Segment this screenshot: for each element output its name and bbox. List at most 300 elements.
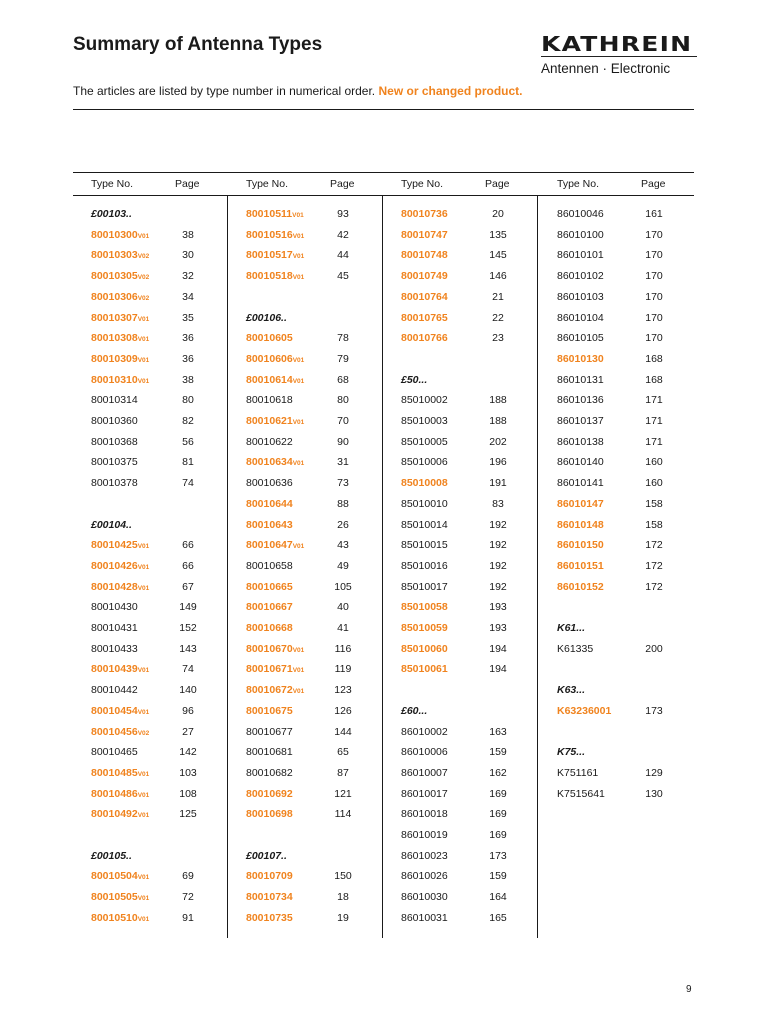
table-row <box>539 349 694 370</box>
page-number: 9 <box>686 984 692 995</box>
page-ref: 170 <box>645 270 663 283</box>
type-number <box>246 870 293 882</box>
page-ref: 140 <box>179 684 197 697</box>
version-suffix: V01 <box>137 667 150 675</box>
group-heading <box>73 515 228 536</box>
table-row <box>539 535 694 556</box>
table-row <box>73 370 228 391</box>
type-number-main: £00103.. <box>91 208 132 220</box>
page-ref: 170 <box>645 332 663 345</box>
table-row <box>383 866 538 887</box>
type-number <box>557 581 604 593</box>
page-ref: 35 <box>182 311 194 324</box>
type-number-main: 80010643 <box>246 518 293 531</box>
type-number <box>91 394 138 406</box>
type-number <box>401 891 448 903</box>
type-number-main: 85010014 <box>401 518 448 531</box>
col-header-type: Type No. <box>91 178 134 190</box>
type-number <box>401 477 448 489</box>
table-row <box>383 722 538 743</box>
type-number-main: 86010141 <box>557 477 604 490</box>
type-number-main: 86010002 <box>401 725 448 738</box>
table-row <box>228 639 383 660</box>
type-number <box>557 684 585 696</box>
version-suffix: V01 <box>292 212 304 219</box>
type-number-main: 80010682 <box>246 766 293 779</box>
version-suffix: V01 <box>292 253 305 261</box>
table-row <box>228 390 383 411</box>
page-ref: 42 <box>337 228 349 241</box>
table-row <box>383 556 538 577</box>
type-number <box>401 539 448 551</box>
type-number-main: 80010510 <box>91 911 138 924</box>
table-row <box>73 432 228 453</box>
type-number-main: 80010442 <box>91 684 138 697</box>
table-row <box>73 908 228 929</box>
type-number <box>401 229 448 241</box>
page-ref: 38 <box>182 228 194 241</box>
type-number <box>246 601 293 613</box>
type-number-main: £00105.. <box>91 849 132 862</box>
page-ref: 93 <box>337 208 349 220</box>
page-ref: 159 <box>489 746 507 759</box>
type-number-main: 86010017 <box>401 787 448 800</box>
type-number-main: 80010309 <box>91 352 138 365</box>
version-suffix: V01 <box>292 667 305 675</box>
type-number-main: £60... <box>401 704 428 717</box>
type-number <box>557 767 598 779</box>
type-number <box>246 456 304 468</box>
table-row <box>228 618 383 639</box>
type-number <box>91 601 138 613</box>
table-row <box>73 390 228 411</box>
table-row <box>228 659 383 680</box>
page-ref: 41 <box>337 622 349 634</box>
type-number <box>246 808 293 820</box>
table-row <box>383 494 538 515</box>
table-row <box>539 701 694 722</box>
page-ref: 159 <box>489 870 507 883</box>
version-suffix: V01 <box>137 915 150 923</box>
type-number-main: 85010010 <box>401 497 448 510</box>
type-number-main: 80010748 <box>401 249 448 262</box>
type-number-main: 80010675 <box>246 704 293 717</box>
version-suffix: V01 <box>292 646 305 654</box>
table-row <box>73 535 228 556</box>
type-number-main: 86010102 <box>557 270 604 283</box>
table-column-4 <box>539 196 694 938</box>
type-number <box>246 312 287 324</box>
page-ref: 194 <box>489 663 507 676</box>
type-number <box>91 684 138 696</box>
table-row <box>228 225 383 246</box>
table-row <box>228 535 383 556</box>
logo-divider <box>541 56 697 57</box>
page-ref: 144 <box>334 725 352 738</box>
type-number <box>91 891 149 903</box>
table-row <box>383 846 538 867</box>
table-row <box>228 349 383 370</box>
table-header-row <box>73 172 694 196</box>
type-number <box>91 436 138 448</box>
type-number <box>401 705 427 717</box>
page-ref: 170 <box>645 290 663 303</box>
type-number <box>246 498 293 510</box>
type-number-main: K61335 <box>557 642 594 655</box>
type-number <box>557 436 604 448</box>
type-number-main: 85010060 <box>401 642 448 655</box>
type-number <box>91 270 149 282</box>
type-number-main: 86010026 <box>401 870 448 883</box>
type-number <box>246 581 293 593</box>
logo-subtitle: Antennen · Electronic <box>541 61 671 76</box>
page-ref: 164 <box>489 891 507 904</box>
table-row <box>228 784 383 805</box>
type-number <box>91 663 149 675</box>
type-number <box>401 622 448 634</box>
table-row <box>539 328 694 349</box>
table-row <box>539 390 694 411</box>
page-ref: 88 <box>337 497 349 510</box>
table-row <box>383 804 538 825</box>
page-ref: 145 <box>489 249 507 262</box>
group-heading <box>539 680 694 701</box>
table-row <box>73 659 228 680</box>
page-ref: 161 <box>645 208 663 220</box>
type-number <box>401 498 448 510</box>
page-ref: 146 <box>489 270 507 283</box>
type-number <box>401 415 448 427</box>
page-ref: 66 <box>182 539 194 552</box>
type-number <box>91 560 149 572</box>
table-row <box>228 473 383 494</box>
type-number-main: K7515641 <box>557 787 605 800</box>
page-ref: 202 <box>489 435 507 448</box>
table-row <box>539 370 694 391</box>
type-number <box>246 684 304 696</box>
table-row <box>383 639 538 660</box>
table-row <box>539 287 694 308</box>
page-title: Summary of Antenna Types <box>73 34 323 55</box>
type-number <box>557 229 604 241</box>
version-suffix: V01 <box>137 895 150 903</box>
type-number-main: 86010006 <box>401 746 448 759</box>
table-row <box>73 556 228 577</box>
page-ref: 31 <box>337 456 349 469</box>
type-number-main: 80010306 <box>91 290 138 303</box>
page-ref: 82 <box>182 415 194 427</box>
type-number-main: 86010100 <box>557 228 604 241</box>
type-number <box>557 208 604 220</box>
type-number <box>401 788 448 800</box>
version-suffix: V01 <box>137 791 150 799</box>
table-row <box>539 225 694 246</box>
type-number <box>557 746 585 758</box>
type-number <box>401 519 448 531</box>
page-ref: 121 <box>334 787 352 800</box>
type-number <box>246 767 293 779</box>
type-number <box>557 291 604 303</box>
table-row <box>383 577 538 598</box>
page-ref: 21 <box>492 290 504 303</box>
page-ref: 172 <box>645 539 663 552</box>
type-number-main: 80010504 <box>91 870 138 883</box>
type-number-main: 80010308 <box>91 332 138 345</box>
type-number-main: K63... <box>557 684 586 697</box>
type-number <box>91 767 149 779</box>
type-number-main: 80010698 <box>246 808 293 821</box>
type-number <box>557 353 604 365</box>
type-number <box>401 829 448 841</box>
type-number-main: 86010138 <box>557 435 604 448</box>
type-number-main: 80010672 <box>246 684 293 697</box>
table-row <box>73 722 228 743</box>
page-ref: 119 <box>334 663 352 676</box>
page-ref: 40 <box>337 601 349 614</box>
type-number-main: 80010431 <box>91 622 138 634</box>
type-number-main: 85010008 <box>401 477 448 490</box>
table-row <box>228 866 383 887</box>
table-row <box>73 452 228 473</box>
type-number-main: 85010002 <box>401 394 448 407</box>
type-number-main: 80010516 <box>246 228 293 241</box>
type-number-main: 85010015 <box>401 539 448 552</box>
type-number <box>246 394 293 406</box>
page-ref: 19 <box>337 911 349 924</box>
page-ref: 66 <box>182 559 194 572</box>
type-number <box>91 374 149 386</box>
table-row <box>228 908 383 929</box>
type-number <box>91 870 149 882</box>
type-number-main: £00104.. <box>91 518 132 531</box>
page-ref: 192 <box>489 559 507 572</box>
type-number <box>246 643 304 655</box>
type-number-main: 80010433 <box>91 642 138 655</box>
page-ref: 170 <box>645 311 663 324</box>
type-number-main: 80010305 <box>91 270 138 283</box>
page-ref: 194 <box>489 642 507 655</box>
type-number <box>557 374 604 386</box>
type-number-main: 86010105 <box>557 332 604 345</box>
version-suffix: V01 <box>137 232 150 240</box>
page-ref: 30 <box>182 249 194 262</box>
page-ref: 165 <box>489 911 507 924</box>
type-number <box>557 705 611 717</box>
type-number-main: 80010486 <box>91 787 138 800</box>
page-ref: 38 <box>182 373 194 386</box>
version-suffix: V01 <box>137 874 150 882</box>
type-number-main: 80010430 <box>91 601 138 614</box>
table-row <box>73 266 228 287</box>
page-ref: 163 <box>489 725 507 738</box>
type-number-main: 80010303 <box>91 249 138 262</box>
col-header-type: Type No. <box>557 178 600 190</box>
type-number <box>401 850 448 862</box>
group-heading <box>73 846 228 867</box>
type-number <box>401 270 448 282</box>
table-row <box>228 432 383 453</box>
table-row <box>383 204 538 225</box>
type-number-main: K751161 <box>557 766 599 779</box>
col-header-type: Type No. <box>401 178 444 190</box>
table-row <box>383 390 538 411</box>
type-number <box>557 519 604 531</box>
type-number-main: 86010031 <box>401 911 448 924</box>
type-number <box>557 788 605 800</box>
version-suffix: V01 <box>137 708 150 716</box>
type-number <box>401 394 448 406</box>
version-suffix: V01 <box>137 315 150 323</box>
type-number-main: 86010103 <box>557 290 604 303</box>
table-row <box>228 370 383 391</box>
antenna-types-table <box>73 172 694 938</box>
table-row <box>228 722 383 743</box>
version-suffix: V02 <box>137 729 150 737</box>
version-suffix: V01 <box>292 543 305 551</box>
type-number <box>246 726 293 738</box>
page-ref: 18 <box>337 891 349 904</box>
page-ref: 168 <box>645 352 663 365</box>
table-row <box>228 204 383 225</box>
type-number <box>91 519 132 531</box>
type-number-main: 86010046 <box>557 208 604 220</box>
table-row <box>228 266 383 287</box>
table-row <box>383 908 538 929</box>
table-row <box>383 659 538 680</box>
type-number-main: 80010736 <box>401 208 448 220</box>
table-row <box>228 804 383 825</box>
page-ref: 65 <box>337 746 349 759</box>
page-ref: 73 <box>337 477 349 490</box>
type-number <box>246 788 293 800</box>
type-number <box>91 208 132 220</box>
type-number <box>246 705 293 717</box>
type-number-main: 80010310 <box>91 373 138 386</box>
table-row <box>539 308 694 329</box>
table-row <box>539 452 694 473</box>
type-number-main: 85010061 <box>401 663 448 676</box>
table-row <box>539 473 694 494</box>
type-number-main: 80010378 <box>91 477 138 490</box>
table-row <box>539 515 694 536</box>
table-row <box>539 411 694 432</box>
table-row <box>228 494 383 515</box>
type-number-main: 80010644 <box>246 497 293 510</box>
type-number-main: 85010058 <box>401 601 448 614</box>
version-suffix: V01 <box>137 336 150 344</box>
type-number <box>557 498 604 510</box>
type-number-main: 86010140 <box>557 456 604 469</box>
page-ref: 142 <box>179 746 197 759</box>
page-ref: 129 <box>645 766 663 779</box>
col-header-type: Type No. <box>246 178 289 190</box>
type-number-main: 80010647 <box>246 539 293 552</box>
type-number <box>401 601 448 613</box>
page-ref: 49 <box>337 559 349 572</box>
table-row <box>73 680 228 701</box>
table-row <box>383 287 538 308</box>
version-suffix: V01 <box>137 563 150 571</box>
type-number <box>91 539 149 551</box>
table-row <box>228 763 383 784</box>
page-ref: 126 <box>334 704 352 717</box>
kathrein-logo: KATHREIN <box>541 32 693 56</box>
page-ref: 44 <box>337 249 349 262</box>
col-header-page: Page <box>641 178 666 190</box>
type-number-main: 80010671 <box>246 663 293 676</box>
type-number <box>246 229 304 241</box>
page-ref: 200 <box>645 642 663 655</box>
type-number-main: 86010030 <box>401 891 448 904</box>
page-ref: 130 <box>645 787 663 800</box>
type-number <box>401 746 448 758</box>
page-ref: 43 <box>337 539 349 552</box>
page-ref: 169 <box>489 808 507 821</box>
type-number <box>246 208 304 220</box>
type-number-main: 80010614 <box>246 373 293 386</box>
table-row <box>383 887 538 908</box>
type-number-main: 80010425 <box>91 539 138 552</box>
page-ref: 26 <box>337 518 349 531</box>
type-number <box>401 249 448 261</box>
page-ref: 114 <box>334 808 352 821</box>
type-number <box>246 746 293 758</box>
type-number-main: K63236001 <box>557 704 612 717</box>
type-number <box>91 229 149 241</box>
table-row <box>539 784 694 805</box>
page-ref: 68 <box>337 373 349 386</box>
type-number-main: 86010136 <box>557 394 604 407</box>
page-ref: 56 <box>182 435 194 448</box>
type-number <box>246 249 304 261</box>
version-suffix: V01 <box>137 770 150 778</box>
type-number-main: 80010658 <box>246 559 293 572</box>
page-ref: 188 <box>489 415 507 427</box>
type-number <box>91 726 149 738</box>
page-ref: 83 <box>492 497 504 510</box>
table-row <box>73 245 228 266</box>
type-number-main: 85010059 <box>401 622 448 634</box>
page-ref: 173 <box>645 704 663 717</box>
table-row <box>73 639 228 660</box>
type-number <box>246 622 293 634</box>
type-number <box>557 539 604 551</box>
type-number <box>246 539 304 551</box>
page-ref: 90 <box>337 435 349 448</box>
type-number-main: 80010764 <box>401 290 448 303</box>
page-ref: 158 <box>645 497 663 510</box>
type-number <box>401 581 448 593</box>
version-suffix: V01 <box>292 274 305 282</box>
table-row <box>73 804 228 825</box>
type-number-main: £50... <box>401 373 428 386</box>
type-number-main: 80010634 <box>246 456 293 469</box>
type-number-main: 80010485 <box>91 766 138 779</box>
type-number <box>401 208 448 220</box>
table-row <box>539 556 694 577</box>
table-row <box>73 473 228 494</box>
table-row <box>383 535 538 556</box>
type-number-main: 80010765 <box>401 311 448 324</box>
type-number-main: 80010307 <box>91 311 138 324</box>
type-number <box>401 560 448 572</box>
type-number <box>557 415 604 427</box>
type-number <box>246 374 304 386</box>
type-number <box>557 456 604 468</box>
type-number-main: 80010428 <box>91 580 138 593</box>
page-ref: 171 <box>645 394 663 407</box>
table-row <box>383 328 538 349</box>
